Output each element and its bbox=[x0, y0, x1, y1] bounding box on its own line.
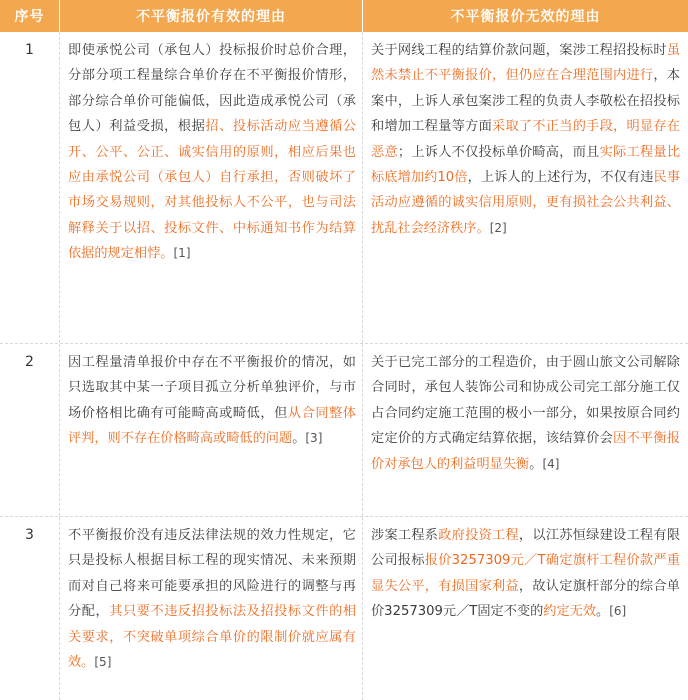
header-valid-reasons: 不平衡报价有效的理由 bbox=[60, 0, 363, 32]
body-text: ，故认定旗杆部分的综合单价3257309元／T固定不变的 bbox=[371, 578, 680, 620]
highlighted-text: 报价3257309元／T确定旗杆工程价款严重显失公平，有损国家利益 bbox=[371, 553, 681, 594]
valid-reason-text bbox=[68, 350, 356, 452]
body-text: 。 bbox=[596, 604, 610, 620]
highlighted-text: 民事活动应遵循的诚实信用原则，更有损社会公共利益、扰乱社会经济秩序。 bbox=[371, 170, 681, 236]
invalid-reason-cell bbox=[363, 32, 688, 343]
header-index: 序号 bbox=[0, 0, 60, 32]
table-row bbox=[0, 32, 688, 344]
invalid-reason-text bbox=[371, 38, 680, 241]
valid-reason-text bbox=[68, 523, 356, 675]
table-row bbox=[0, 344, 688, 517]
valid-reason-cell bbox=[60, 517, 363, 700]
table-row bbox=[0, 517, 688, 700]
citation-ref: [3] bbox=[305, 431, 323, 446]
highlighted-text: 招、投标活动应当遵循公开、公平、公正、诚实信用的原则，相应后果也应由承悦公司（承包人）自行承担，否则破坏了市场交易规则，对其他投标人不公平，也与司法解释关于以招、投标文件、中标通知书作为结算依据的规定相悖。 bbox=[68, 119, 356, 262]
citation-ref: [5] bbox=[94, 655, 112, 670]
body-text: 涉案工程系 bbox=[371, 528, 439, 543]
invalid-reason-text bbox=[371, 350, 680, 477]
body-text: ，本案中，上诉人承包案涉工程的负责人李敬松在招投标和增加工程量等方面 bbox=[371, 68, 681, 135]
valid-reason-cell bbox=[60, 344, 363, 516]
citation-ref: [6] bbox=[609, 604, 627, 619]
valid-reason-cell bbox=[60, 32, 363, 343]
highlighted-text: 因不平衡报价对承包人的利益明显失衡 bbox=[371, 431, 681, 472]
body-text: ，以江苏恒绿建设工程有限公司报标 bbox=[371, 528, 681, 569]
highlighted-text: 采取了不正当的手段，明显存在恶意 bbox=[371, 119, 681, 160]
header-invalid-reasons: 不平衡报价无效的理由 bbox=[450, 9, 601, 25]
citation-ref: [2] bbox=[489, 220, 507, 235]
body-text: 。 bbox=[529, 456, 543, 472]
valid-reason-text bbox=[68, 38, 356, 267]
invalid-reason-text bbox=[371, 523, 680, 625]
citation-ref: [4] bbox=[542, 456, 560, 471]
body-text: 。 bbox=[292, 431, 306, 447]
body-text: 不平衡报价没有违反法律法规的效力性规定，它只是投标人根据目标工程的现实情况、未来预期而对自己将来可能要承担的风险进行的调整与再分配， bbox=[68, 528, 356, 620]
highlighted-text: 政府投资工程 bbox=[438, 528, 519, 543]
invalid-reason-cell bbox=[363, 344, 688, 516]
invalid-reason-cell bbox=[363, 517, 688, 700]
body-text: 关于网线工程的结算价款问题，案涉工程招投标时 bbox=[371, 43, 667, 58]
highlighted-text: 虽然未禁止不平衡报价，但仍应在合理范围内进行 bbox=[371, 43, 680, 84]
citation-ref: [1] bbox=[173, 246, 191, 261]
body-text: 关于已完工部分的工程造价，由于圆山旅文公司解除合同时，承包人装饰公司和协成公司完工部分施工仅占合同约定施工范围的极小一部分，如果按原合同约定定价的方式确定结算依据，该结算价会 bbox=[371, 355, 680, 447]
row-index: 2 bbox=[0, 344, 60, 516]
body-text: ；上诉人不仅投标单价畸高，而且 bbox=[397, 144, 600, 160]
body-text: 即使承悦公司（承包人）投标报价时总价合理，分部分项工程量综合单价存在不平衡报价情形，部分综合单价可能偏低，因此造成承悦公司（承包人）利益受损，根据 bbox=[68, 43, 356, 135]
highlighted-text: 从合同整体评判，则不存在价格畸高或畸低的问题 bbox=[68, 405, 357, 447]
highlighted-text: 其只要不违反招投标法及招投标文件的相关要求，不突破单项综合单价的限制价就应属有效。 bbox=[68, 604, 357, 671]
table-header bbox=[0, 0, 688, 32]
body-text: ，上诉人的上述行为，不仅有违 bbox=[467, 170, 654, 186]
row-index: 1 bbox=[0, 32, 60, 343]
highlighted-text: 实际工程量比标底增加约10倍 bbox=[371, 144, 681, 186]
highlighted-text: 约定无效 bbox=[543, 604, 597, 620]
body-text: 因工程量清单报价中存在不平衡报价的情况，如只选取其中某一子项目孤立分析单独评价，与市场价格相比确有可能畸高或畸低，但 bbox=[68, 355, 356, 421]
row-index: 3 bbox=[0, 517, 60, 700]
